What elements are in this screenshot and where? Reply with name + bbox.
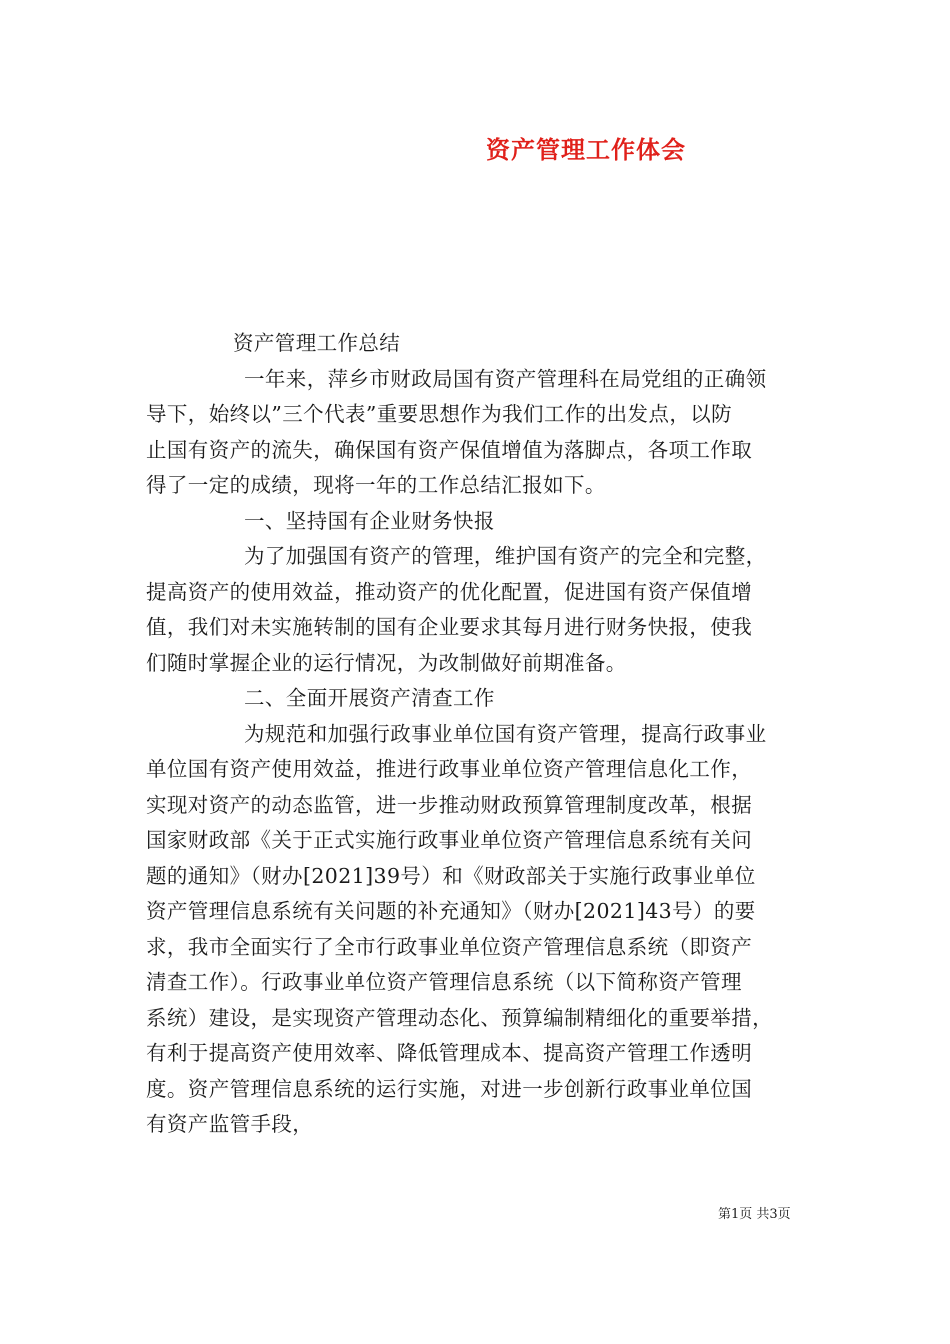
paragraph-line: 值，我们对未实施转制的国有企业要求其每月进行财务快报，使我 — [146, 615, 753, 639]
paragraph-line: 求，我市全面实行了全市行政事业单位资产管理信息系统（即资产 — [146, 934, 753, 959]
paragraph-line: 资产管理信息系统有关问题的补充通知》（财办[2021]43号）的要 — [146, 899, 756, 923]
paragraph-line: 止国有资产的流失，确保国有资产保值增值为落脚点，各项工作取 — [146, 437, 753, 462]
document-title: 资产管理工作体会 — [486, 135, 686, 164]
paragraph-line: 得了一定的成绩，现将一年的工作总结汇报如下。 — [146, 473, 606, 497]
paragraph-line: 度。资产管理信息系统的运行实施，对进一步创新行政事业单位国 — [146, 1076, 753, 1101]
paragraph-line: 有资产监管手段， — [146, 1112, 314, 1136]
paragraph-line: 清查工作）。行政事业单位资产管理信息系统（以下简称资产管理 — [146, 970, 742, 994]
paragraph-line: 们随时掌握企业的运行情况，为改制做好前期准备。 — [146, 650, 627, 675]
paragraph-line: 实现对资产的动态监管，进一步推动财政预算管理制度改革，根据 — [146, 792, 753, 817]
paragraph-line: 题的通知》（财办[2021]39号）和《财政部关于实施行政事业单位 — [146, 863, 756, 888]
document-body — [146, 326, 818, 1143]
section-heading: 一、坚持国有企业财务快报 — [244, 508, 495, 533]
page-number-footer: 第1页 共3页 — [718, 1207, 791, 1222]
paragraph-line: 有利于提高资产使用效率、降低管理成本、提高资产管理工作透明 — [146, 1041, 753, 1065]
paragraph-line: 为了加强国有资产的管理，维护国有资产的完全和完整， — [244, 544, 767, 568]
paragraph-line: 国家财政部《关于正式实施行政事业单位资产管理信息系统有关问 — [146, 828, 753, 852]
paragraph-line: 导下，始终以”三个代表”重要思想作为我们工作的出发点，以防 — [146, 402, 733, 426]
paragraph-line: 为规范和加强行政事业单位国有资产管理，提高行政事业 — [244, 721, 767, 746]
section-heading: 二、全面开展资产清查工作 — [244, 686, 495, 710]
paragraph-line: 一年来，萍乡市财政局国有资产管理科在局党组的正确领 — [244, 366, 767, 391]
paragraph-line: 单位国有资产使用效益，推进行政事业单位资产管理信息化工作， — [146, 757, 753, 781]
paragraph-line: 提高资产的使用效益，推动资产的优化配置，促进国有资产保值增 — [146, 579, 753, 604]
section-heading: 资产管理工作总结 — [233, 331, 401, 355]
paragraph-line: 系统）建设，是实现资产管理动态化、预算编制精细化的重要举措， — [146, 1005, 773, 1030]
